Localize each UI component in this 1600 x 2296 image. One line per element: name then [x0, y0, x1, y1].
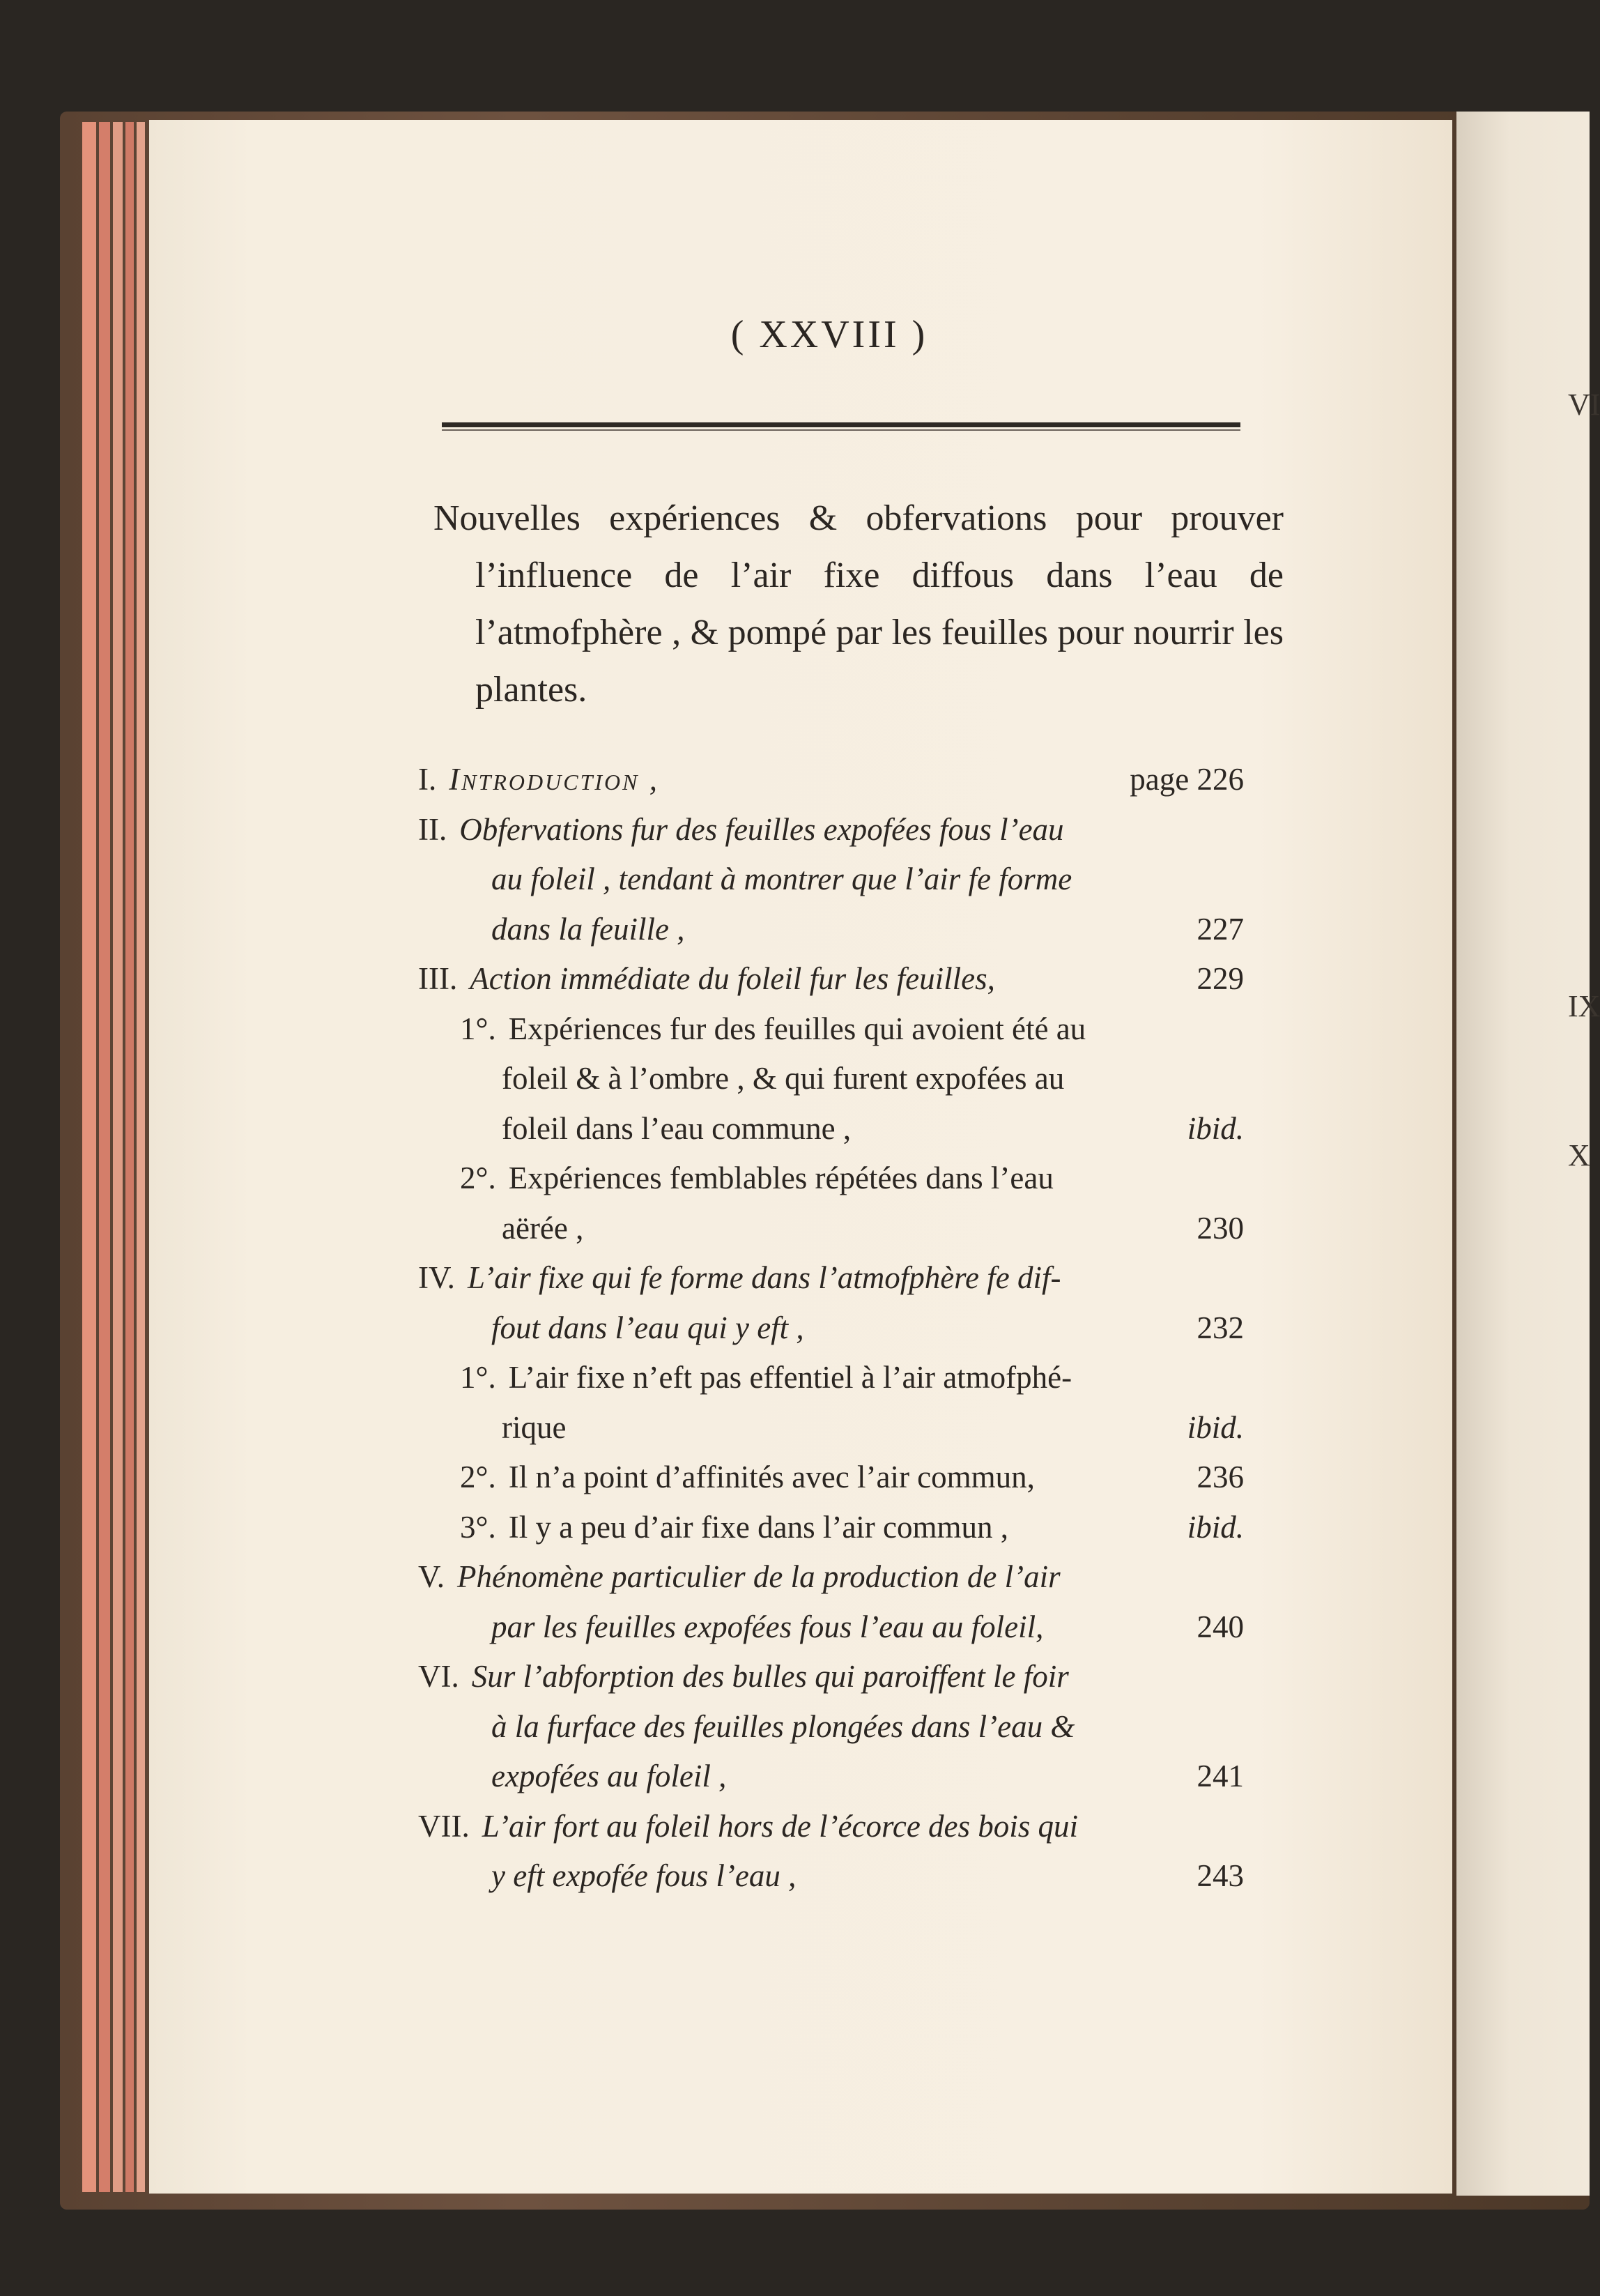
toc-page-number: 227 [1197, 911, 1244, 947]
toc-text: L’air fixe n’eft pas effentiel à l’air atmofphé- [508, 1360, 1072, 1395]
toc-line [418, 1758, 1244, 1794]
toc-line [418, 811, 1244, 848]
toc-text: Obfervations fur des feuilles expofées fous l’eau [459, 811, 1064, 847]
toc-number: 1°. [460, 1360, 496, 1395]
toc-page-number: 241 [1197, 1759, 1244, 1793]
toc-line [418, 1260, 1244, 1296]
toc-text: Sur l’abforption des bulles qui paroiffent le foir [471, 1659, 1069, 1694]
toc-number: II. [418, 811, 447, 847]
toc-line [418, 1160, 1244, 1196]
toc-text: Il y a peu d’air fixe dans l’air commun , [508, 1509, 1009, 1545]
toc-text: dans la feuille , [491, 911, 685, 947]
toc-text: à la furface des feuilles plongées dans l’eau & [491, 1708, 1075, 1744]
toc-line [418, 1310, 1244, 1346]
toc-page-number: ibid. [1187, 1110, 1244, 1146]
facing-page-mark: IX [1568, 989, 1600, 1023]
toc-line [418, 1359, 1244, 1395]
toc-number: VII. [418, 1808, 470, 1844]
toc-number: 1°. [460, 1011, 496, 1046]
toc-page-number: 243 [1197, 1858, 1244, 1893]
toc-page-number: 232 [1197, 1310, 1244, 1345]
page-edge [99, 122, 110, 2192]
toc-line [418, 1060, 1244, 1096]
toc-line [418, 961, 1244, 997]
toc-number: 3°. [460, 1509, 496, 1545]
toc-page-number: 230 [1197, 1210, 1244, 1246]
header-rule-thin [442, 429, 1240, 431]
toc-line [418, 1210, 1244, 1246]
toc-number: IV. [418, 1260, 455, 1295]
page-edge [82, 122, 96, 2192]
toc-number: V. [418, 1559, 445, 1594]
toc-line [418, 1409, 1244, 1446]
toc-line [418, 1708, 1244, 1745]
toc-text: expofées au foleil , [491, 1759, 727, 1793]
toc-page-number: 229 [1197, 961, 1244, 996]
toc-page-number: page 226 [1130, 762, 1244, 797]
section-title: Nouvelles expériences & obfervations pour prouver l’influence de l’air fixe diffous dans l’eau de l’atmofphère , & pompé par les feuilles pour nourrir les plantes. [433, 498, 1284, 710]
toc-text: Expériences femblables répétées dans l’eau [508, 1161, 1054, 1195]
toc-text: Introduction , [449, 762, 660, 797]
toc-line [418, 1808, 1244, 1844]
toc-text: par les feuilles expofées fous l’eau au foleil, [491, 1609, 1044, 1644]
header-rule [442, 422, 1240, 427]
toc-text: foleil dans l’eau commune , [502, 1110, 852, 1146]
toc-line [418, 761, 1244, 797]
toc-number: 2°. [460, 1460, 496, 1494]
toc-text: L’air fort au foleil hors de l’écorce des bois qui [482, 1808, 1079, 1844]
toc-line [418, 1559, 1244, 1595]
toc-line [418, 1509, 1244, 1545]
toc-text: Action immédiate du foleil fur les feuilles, [470, 961, 995, 996]
toc-number: III. [418, 961, 458, 996]
page-edge [125, 122, 134, 2192]
toc-line [418, 1110, 1244, 1147]
toc-text: rique [502, 1409, 567, 1445]
toc-number: 2°. [460, 1161, 496, 1195]
toc-page-number: 236 [1197, 1460, 1244, 1494]
toc-text: fout dans l’eau qui y eft , [491, 1310, 804, 1345]
toc-line [418, 1609, 1244, 1645]
toc-page-number: 240 [1197, 1609, 1244, 1644]
toc-line [418, 911, 1244, 947]
toc-number: I. [418, 762, 437, 797]
page-header: ( XXVIII ) [730, 313, 928, 356]
toc-line [418, 1459, 1244, 1495]
toc-text: y eft expofée fous l’eau , [491, 1858, 797, 1893]
toc-text: au foleil , tendant à montrer que l’air fe forme [491, 862, 1072, 896]
page-edge [137, 122, 145, 2192]
toc-line [418, 1658, 1244, 1694]
page-edge [113, 122, 123, 2192]
facing-page-mark: VI [1568, 388, 1600, 422]
toc-text: aërée , [502, 1210, 584, 1246]
facing-page-mark: X [1568, 1138, 1590, 1172]
toc-number: VI. [418, 1659, 459, 1694]
toc-text: L’air fixe qui fe forme dans l’atmofphère fe dif- [467, 1260, 1061, 1295]
toc-line [418, 1011, 1244, 1047]
toc-page-number: ibid. [1187, 1509, 1244, 1545]
toc-text: Expériences fur des feuilles qui avoient été au [508, 1011, 1086, 1046]
toc-line [418, 1858, 1244, 1894]
toc-line [418, 861, 1244, 897]
toc-text: Il n’a point d’affinités avec l’air commun, [508, 1460, 1035, 1494]
toc-text: foleil & à l’ombre , & qui furent expofées au [502, 1061, 1065, 1096]
toc-text: Phénomène particulier de la production de l’air [456, 1559, 1061, 1594]
toc-page-number: ibid. [1187, 1409, 1244, 1445]
